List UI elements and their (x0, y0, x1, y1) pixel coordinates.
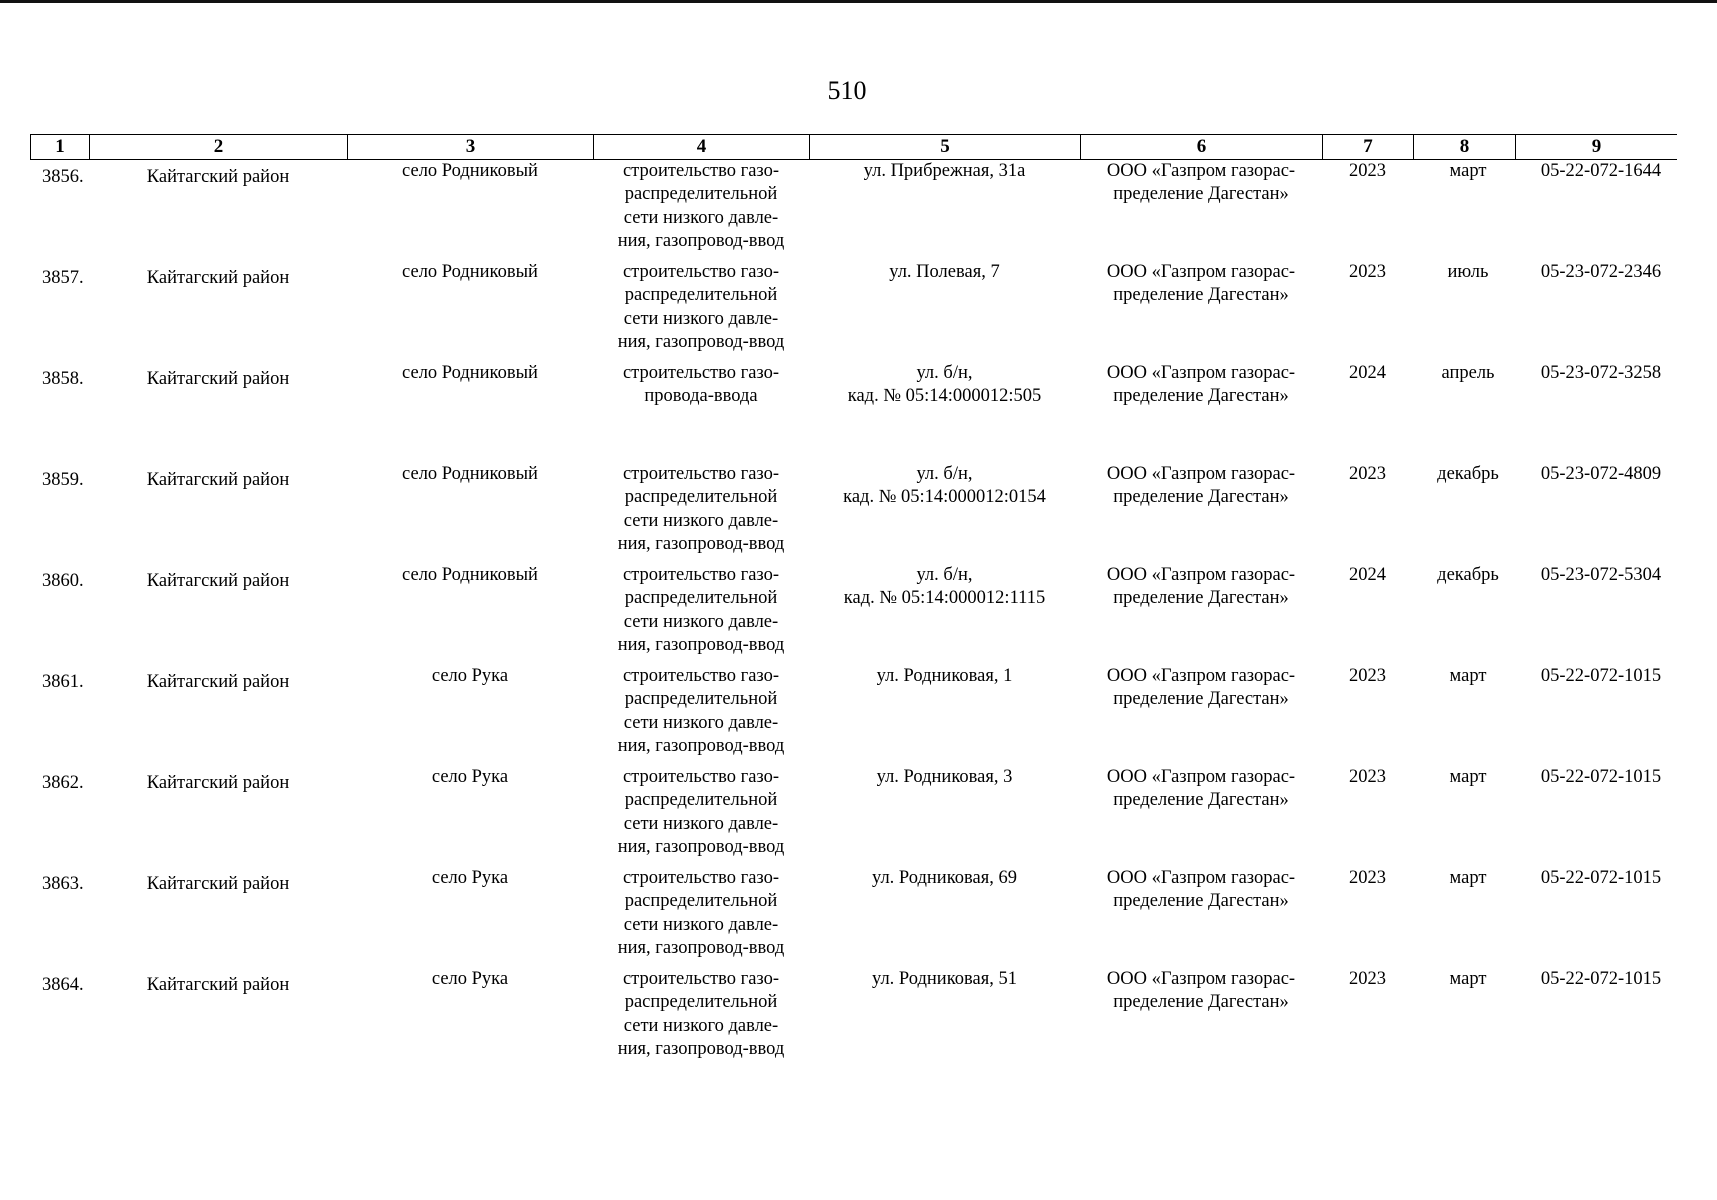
month-cell: март (1449, 161, 1487, 181)
column-header: 5 (809, 135, 1080, 159)
organization-cell: ООО «Газпром газорас- пределение Дагестан» (1106, 363, 1296, 406)
month-cell: декабрь (1437, 464, 1499, 484)
column-header: 4 (593, 135, 809, 159)
row-number: 3861. (42, 672, 84, 692)
row-number: 3856. (42, 167, 84, 187)
column-header: 3 (347, 135, 593, 159)
organization-cell: ООО «Газпром газорас- пределение Дагестан» (1106, 868, 1296, 911)
organization-cell: ООО «Газпром газорас- пределение Дагестан» (1106, 767, 1296, 810)
month-cell: апрель (1441, 363, 1495, 383)
address-cell: ул. Родниковая, 3 (876, 767, 1013, 787)
year-cell: 2023 (1349, 262, 1386, 282)
scan-top-edge (0, 0, 1717, 3)
code-cell: 05-22-072-1015 (1540, 666, 1662, 686)
table-row (30, 968, 1677, 1069)
month-cell: март (1449, 666, 1487, 686)
column-header: 9 (1515, 135, 1677, 159)
month-cell: март (1449, 969, 1487, 989)
organization-cell: ООО «Газпром газорас- пределение Дагестан» (1106, 565, 1296, 608)
table-row (30, 362, 1677, 463)
month-cell: март (1449, 868, 1487, 888)
table-row (30, 564, 1677, 665)
year-cell: 2024 (1349, 363, 1386, 383)
settlement-cell: село Родниковый (402, 262, 538, 282)
district-cell: Кайтагский район (146, 167, 290, 187)
year-cell: 2023 (1349, 969, 1386, 989)
row-number: 3859. (42, 470, 84, 490)
code-cell: 05-23-072-2346 (1540, 262, 1662, 282)
code-cell: 05-22-072-1015 (1540, 767, 1662, 787)
table-row (30, 463, 1677, 564)
month-cell: март (1449, 767, 1487, 787)
work-description-cell: строительство газо- распределительной сети низкого давле- ния, газопровод-ввод (617, 565, 785, 655)
month-cell: декабрь (1437, 565, 1499, 585)
year-cell: 2023 (1349, 666, 1386, 686)
settlement-cell: село Рука (431, 969, 509, 989)
district-cell: Кайтагский район (146, 874, 290, 894)
work-description-cell: строительство газо- распределительной сети низкого давле- ния, газопровод-ввод (617, 161, 785, 251)
work-description-cell: строительство газо- провода-ввода (622, 363, 780, 407)
settlement-cell: село Родниковый (402, 464, 538, 484)
code-cell: 05-23-072-5304 (1540, 565, 1662, 585)
district-cell: Кайтагский район (146, 571, 290, 591)
district-cell: Кайтагский район (146, 268, 290, 288)
table-row (30, 160, 1677, 261)
column-header: 1 (30, 135, 89, 159)
row-number: 3864. (42, 975, 84, 995)
table-row (30, 867, 1677, 968)
row-number: 3862. (42, 773, 84, 793)
year-cell: 2023 (1349, 868, 1386, 888)
organization-cell: ООО «Газпром газорас- пределение Дагестан» (1106, 969, 1296, 1012)
work-description-cell: строительство газо- распределительной сети низкого давле- ния, газопровод-ввод (617, 969, 785, 1059)
page-number: 510 (827, 76, 867, 105)
code-cell: 05-22-072-1644 (1540, 161, 1662, 181)
row-number: 3857. (42, 268, 84, 288)
organization-cell: ООО «Газпром газорас- пределение Дагестан» (1106, 464, 1296, 507)
district-cell: Кайтагский район (146, 672, 290, 692)
row-number: 3863. (42, 874, 84, 894)
work-description-cell: строительство газо- распределительной сети низкого давле- ния, газопровод-ввод (617, 464, 785, 554)
work-description-cell: строительство газо- распределительной сети низкого давле- ния, газопровод-ввод (617, 767, 785, 857)
year-cell: 2023 (1349, 767, 1386, 787)
address-cell: ул. б/н, кад. № 05:14:000012:0154 (843, 464, 1046, 507)
settlement-cell: село Родниковый (402, 161, 538, 181)
address-cell: ул. б/н, кад. № 05:14:000012:505 (847, 363, 1042, 406)
settlement-cell: село Родниковый (402, 363, 538, 383)
table-row (30, 766, 1677, 867)
district-cell: Кайтагский район (146, 975, 290, 995)
settlement-cell: село Рука (431, 767, 509, 787)
organization-cell: ООО «Газпром газорас- пределение Дагестан» (1106, 161, 1296, 204)
code-cell: 05-23-072-4809 (1540, 464, 1662, 484)
address-cell: ул. Прибрежная, 31а (863, 161, 1026, 181)
code-cell: 05-22-072-1015 (1540, 969, 1662, 989)
column-header: 6 (1080, 135, 1322, 159)
district-cell: Кайтагский район (146, 773, 290, 793)
registry-table (30, 134, 1677, 1069)
organization-cell: ООО «Газпром газорас- пределение Дагестан» (1106, 262, 1296, 305)
column-header: 7 (1322, 135, 1413, 159)
address-cell: ул. Родниковая, 69 (872, 868, 1017, 888)
settlement-cell: село Родниковый (402, 565, 538, 585)
work-description-cell: строительство газо- распределительной сети низкого давле- ния, газопровод-ввод (617, 666, 785, 756)
address-cell: ул. б/н, кад. № 05:14:000012:1115 (843, 565, 1046, 608)
work-description-cell: строительство газо- распределительной сети низкого давле- ния, газопровод-ввод (617, 262, 785, 352)
settlement-cell: село Рука (431, 868, 509, 888)
row-number: 3858. (42, 369, 84, 389)
year-cell: 2024 (1349, 565, 1386, 585)
district-cell: Кайтагский район (146, 369, 290, 389)
table-row (30, 261, 1677, 362)
table-row (30, 665, 1677, 766)
table-header-row (30, 134, 1677, 160)
year-cell: 2023 (1349, 464, 1386, 484)
district-cell: Кайтагский район (146, 470, 290, 490)
code-cell: 05-22-072-1015 (1540, 868, 1662, 888)
address-cell: ул. Родниковая, 1 (876, 666, 1013, 686)
address-cell: ул. Родниковая, 51 (872, 969, 1017, 989)
column-header: 2 (89, 135, 347, 159)
column-header: 8 (1413, 135, 1515, 159)
work-description-cell: строительство газо- распределительной сети низкого давле- ния, газопровод-ввод (617, 868, 785, 958)
code-cell: 05-23-072-3258 (1540, 363, 1662, 383)
settlement-cell: село Рука (431, 666, 509, 686)
organization-cell: ООО «Газпром газорас- пределение Дагестан» (1106, 666, 1296, 709)
table-body (30, 160, 1677, 1069)
month-cell: июль (1447, 262, 1489, 282)
year-cell: 2023 (1349, 161, 1386, 181)
address-cell: ул. Полевая, 7 (889, 262, 1000, 282)
row-number: 3860. (42, 571, 84, 591)
